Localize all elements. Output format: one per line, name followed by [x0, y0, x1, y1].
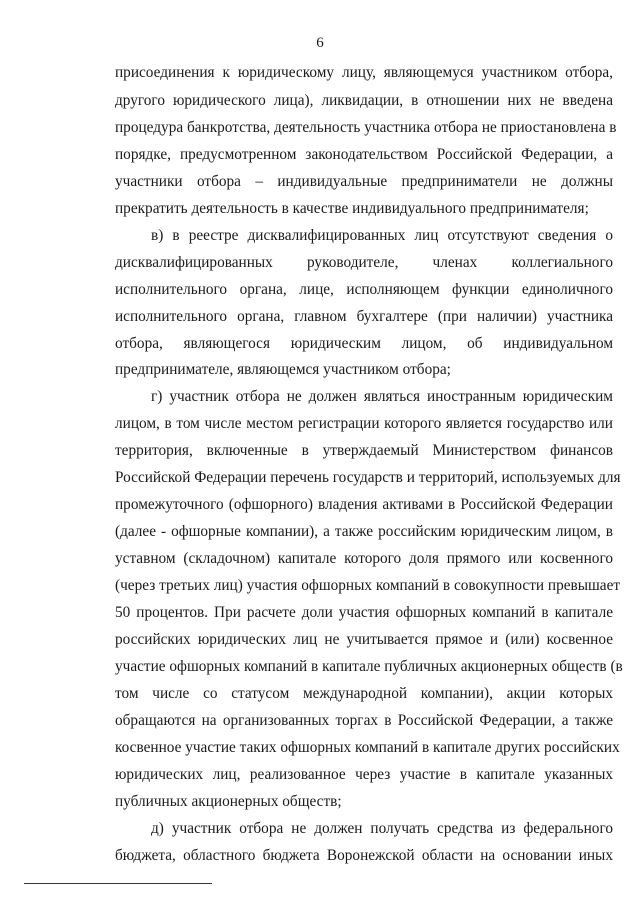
text-line: публичных акционерных обществ; — [115, 793, 342, 810]
text-line: косвенное участие таких офшорных компаний в капитале других российских — [115, 739, 620, 756]
text-line: (далее - офшорные компании), а также российским юридическим лицом, в — [115, 523, 613, 540]
text-line: другого юридического лица), ликвидации, в отношении них не введена — [115, 92, 613, 109]
text-line: Российской Федерации перечень государств и территорий, используемых для — [115, 469, 621, 486]
text-line: г) участник отбора не должен являться иностранным юридическим — [151, 388, 613, 405]
footnote-separator — [24, 883, 212, 884]
text-line: присоединения к юридическому лицу, являющемуся участником отбора, — [115, 64, 613, 81]
text-line: участники отбора – индивидуальные предприниматели не должны — [115, 173, 613, 190]
text-line: процедура банкротства, деятельность участника отбора не приостановлена в — [115, 119, 617, 136]
text-line: исполнительного органа, главном бухгалтере (при наличии) участника — [115, 308, 613, 325]
page-number: 6 — [316, 35, 324, 51]
text-line: 50 процентов. При расчете доли участия офшорных компаний в капитале — [115, 604, 613, 621]
text-line: предпринимателе, являющемся участником отбора; — [115, 361, 451, 378]
text-line: российских юридических лиц не учитывается прямое и (или) косвенное — [115, 631, 613, 648]
text-line: порядке, предусмотренном законодательством Российской Федерации, а — [115, 146, 613, 163]
text-line: участие офшорных компаний в капитале публичных акционерных обществ (в — [115, 658, 623, 675]
text-line: дисквалифицированных руководителе, членах коллегиального — [115, 254, 613, 271]
text-line: в) в реестре дисквалифицированных лиц отсутствуют сведения о — [151, 227, 613, 244]
text-line: лицом, в том числе местом регистрации которого является государство или — [115, 415, 613, 432]
text-line: территория, включенные в утверждаемый Министерством финансов — [115, 442, 613, 459]
text-line: обращаются на организованных торгах в Российской Федерации, а также — [115, 712, 613, 729]
text-line: уставном (складочном) капитале которого доля прямого или косвенного — [115, 550, 613, 567]
text-line: (через третьих лиц) участия офшорных компаний в совокупности превышает — [115, 577, 621, 594]
text-line: исполнительного органа, лице, исполняющем функции единоличного — [115, 281, 613, 298]
text-line: отбора, являющегося юридическим лицом, об индивидуальном — [115, 335, 613, 352]
text-line: бюджета, областного бюджета Воронежской области на основании иных — [115, 847, 613, 864]
text-line: прекратить деятельность в качестве индивидуального предпринимателя; — [115, 200, 589, 217]
text-line: юридических лиц, реализованное через участие в капитале указанных — [115, 766, 613, 783]
text-line: том числе со статусом международной компании), акции которых — [115, 685, 613, 702]
text-line: промежуточного (офшорного) владения активами в Российской Федерации — [115, 496, 613, 513]
text-line: д) участник отбора не должен получать средства из федерального — [151, 820, 613, 837]
